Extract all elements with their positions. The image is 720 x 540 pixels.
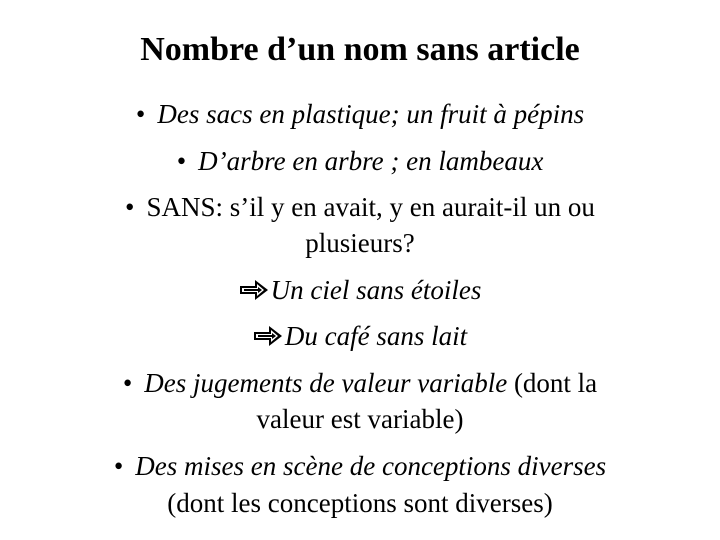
bullet-item-3-line-1: [0, 190, 720, 224]
bullet-symbol: •: [125, 192, 135, 222]
bullet-symbol: •: [135, 99, 146, 129]
bullet-item-5-line-2: (dont les conceptions sont diverses): [167, 488, 553, 518]
arrow-item-1-text: Un ciel sans étoiles: [270, 275, 482, 305]
bullet-symbol: •: [176, 146, 187, 176]
bullet-item-5-text: Des mises en scène de conceptions diverses: [135, 451, 607, 481]
bullet-item-4-line-2: valeur est variable): [256, 404, 464, 434]
bullet-symbol: •: [122, 368, 133, 398]
bullet-item-1-text: Des sacs en plastique; un fruit à pépins: [157, 99, 585, 129]
right-arrow-icon: [253, 325, 283, 347]
bullet-item-2: [0, 144, 720, 178]
bullet-item-3-line-2: plusieurs?: [305, 228, 415, 258]
bullet-symbol: •: [113, 451, 124, 481]
bullet-item-4-italic-text: Des jugements de valeur variable: [144, 368, 508, 398]
bullet-item-4-line-1: [0, 366, 720, 400]
bullet-item-4-normal-text: (dont la: [507, 368, 598, 398]
slide-title: Nombre d’un nom sans article: [140, 31, 580, 68]
arrow-item-2: [0, 319, 720, 353]
bullet-item-1: [0, 97, 720, 131]
bullet-item-5-line-1: [0, 449, 720, 483]
bullet-item-3-text: SANS: s’il y en avait, y en aurait-il un ou: [146, 192, 595, 222]
right-arrow-icon: [239, 279, 269, 301]
bullet-item-2-text: D’arbre en arbre ; en lambeaux: [198, 146, 544, 176]
arrow-item-2-text: Du café sans lait: [284, 321, 468, 351]
arrow-item-1: [0, 273, 720, 307]
